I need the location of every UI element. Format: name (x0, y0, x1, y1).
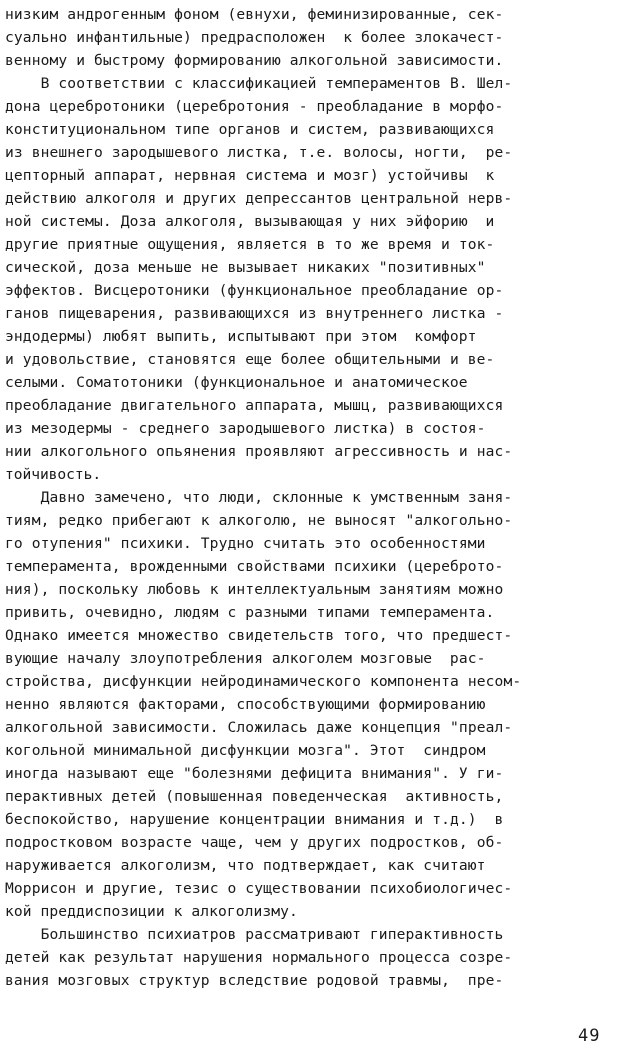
text-line: венному и быстрому формированию алкогольной зависимости. (5, 52, 504, 69)
text-line: сической, доза меньше не вызывает никаких "позитивных" (5, 259, 486, 276)
text-line: другие приятные ощущения, является в то же время и ток- (5, 236, 495, 253)
text-line: беспокойство, нарушение концентрации внимания и т.д.) в (5, 811, 504, 828)
text-line: темперамента, врожденными свойствами психики (цереброто- (5, 558, 504, 575)
text-line: детей как результат нарушения нормального процесса созре- (5, 949, 513, 966)
page-number: 49 (578, 1026, 601, 1046)
text-line: алкогольной зависимости. Сложилась даже концепция "преал- (5, 719, 513, 736)
text-line: из внешнего зародышевого листка, т.е. волосы, ногти, ре- (5, 144, 513, 161)
text-line: В соответствии с классификацией темпераментов В. Шел- (5, 75, 513, 92)
text-line: преобладание двигательного аппарата, мышц, развивающихся (5, 397, 504, 414)
text-line: низким андрогенным фоном (евнухи, феминизированные, сек- (5, 6, 504, 23)
text-line: суально инфантильные) предрасположен к более злокачест- (5, 29, 504, 46)
text-line: тиям, редко прибегают к алкоголю, не выносят "алкогольно- (5, 512, 513, 529)
text-line: эндодермы) любят выпить, испытывают при этом комфорт (5, 328, 477, 345)
text-line: и удовольствие, становятся еще более общительными и ве- (5, 351, 495, 368)
text-line: из мезодермы - среднего зародышевого листка) в состоя- (5, 420, 486, 437)
text-line: эффектов. Висцеротоники (функциональное преобладание ор- (5, 282, 504, 299)
text-line: нии алкогольного опьянения проявляют агрессивность и нас- (5, 443, 513, 460)
text-line: ной системы. Доза алкоголя, вызывающая у них эйфорию и (5, 213, 495, 230)
text-line: кой преддиспозиции к алкоголизму. (5, 903, 298, 920)
text-line: тойчивость. (5, 466, 102, 483)
text-line: когольной минимальной дисфункции мозга". Этот синдром (5, 742, 486, 759)
text-line: наруживается алкоголизм, что подтверждает, как считают (5, 857, 486, 874)
text-line: иногда называют еще "болезнями дефицита внимания". У ги- (5, 765, 504, 782)
text-line: Большинство психиатров рассматривают гиперактивность (5, 926, 504, 943)
body-text (5, 3, 615, 992)
text-line: вующие началу злоупотребления алкоголем мозговые рас- (5, 650, 486, 667)
text-line: ния), поскольку любовь к интеллектуальным занятиям можно (5, 581, 504, 598)
text-line: привить, очевидно, людям с разными типами темперамента. (5, 604, 495, 621)
text-line: ганов пищеварения, развивающихся из внутреннего листка - (5, 305, 504, 322)
text-line: вания мозговых структур вследствие родовой травмы, пре- (5, 972, 504, 989)
text-line: селыми. Соматотоники (функциональное и анатомическое (5, 374, 468, 391)
text-line: Моррисон и другие, тезис о существовании психобиологичес- (5, 880, 513, 897)
text-line: перактивных детей (повышенная поведенческая активность, (5, 788, 504, 805)
text-line: действию алкоголя и других депрессантов центральной нерв- (5, 190, 513, 207)
text-line: дона церебротоники (церебротония - преобладание в морфо- (5, 98, 504, 115)
text-line: подростковом возрасте чаще, чем у других подростков, об- (5, 834, 504, 851)
text-line: го отупения" психики. Трудно считать это особенностями (5, 535, 486, 552)
text-line: Однако имеется множество свидетельств того, что предшест- (5, 627, 513, 644)
text-line: конституциональном типе органов и систем, развивающихся (5, 121, 495, 138)
text-line: ненно являются факторами, способствующими формированию (5, 696, 486, 713)
text-line: цепторный аппарат, нервная система и мозг) устойчивы к (5, 167, 495, 184)
text-line: Давно замечено, что люди, склонные к умственным заня- (5, 489, 513, 506)
text-line: стройства, дисфункции нейродинамического компонента несом- (5, 673, 522, 690)
